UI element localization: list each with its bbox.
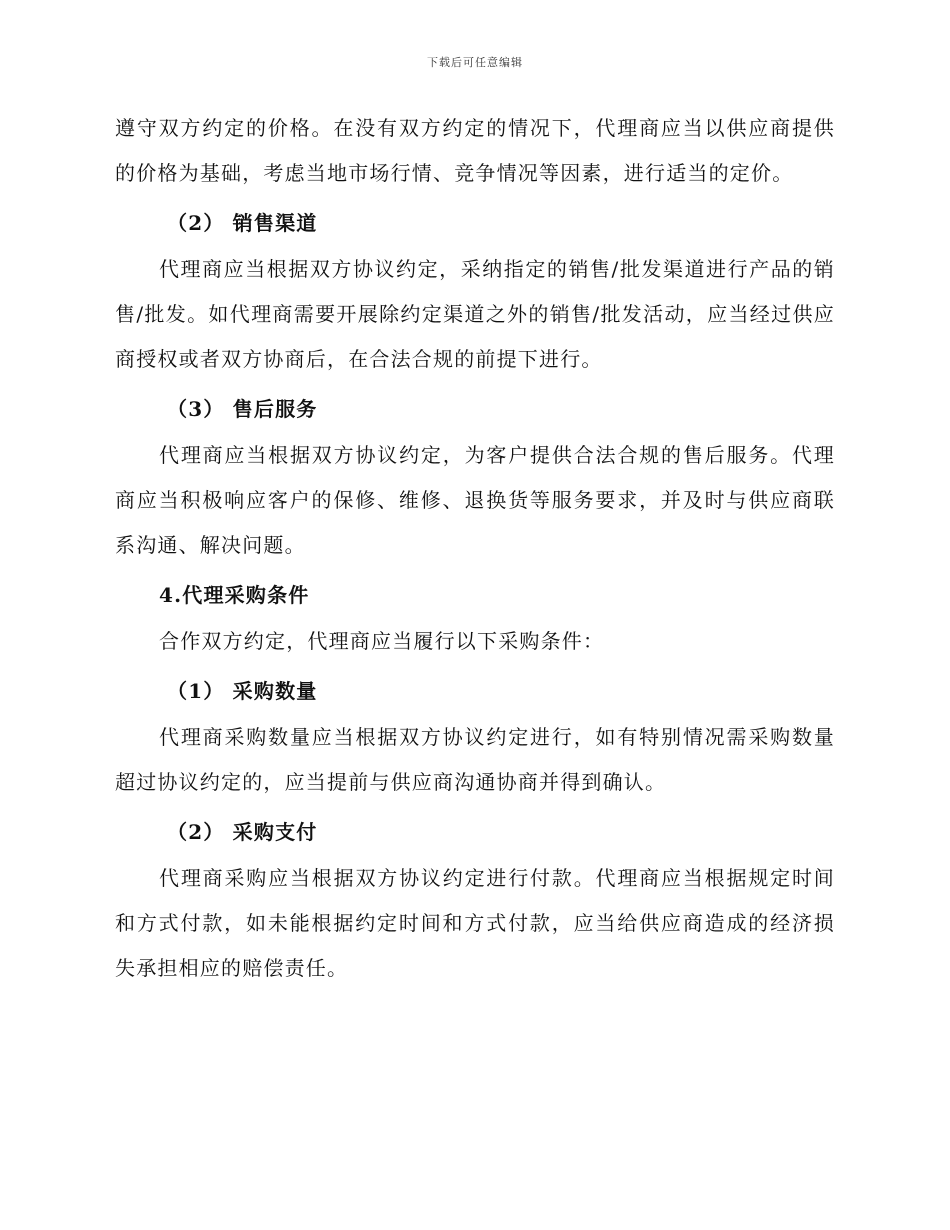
paragraph-intro: 遵守双方约定的价格。在没有双方约定的情况下，代理商应当以供应商提供的价格为基础，考虑当地市场行情、竞争情况等因素，进行适当的定价。 <box>115 116 835 185</box>
heading-sales-channel: （2） 销售渠道 <box>167 211 318 235</box>
paragraph-purchase-payment: 代理商采购应当根据双方协议约定进行付款。代理商应当根据规定时间和方式付款，如未能根据约定时间和方式付款，应当给供应商造成的经济损失承担相应的赔偿责任。 <box>115 866 835 980</box>
heading-after-sales: （3） 售后服务 <box>167 397 318 421</box>
heading-section-4: 4.代理采购条件 <box>159 583 310 607</box>
paragraph-sales-channel: 代理商应当根据双方协议约定，采纳指定的销售/批发渠道进行产品的销售/批发。如代理商需要开展除约定渠道之外的销售/批发活动，应当经过供应商授权或者双方协商后，在合法合规的前提下进行。 <box>115 257 835 371</box>
heading-purchase-quantity: （1） 采购数量 <box>167 679 318 703</box>
page-header: 下载后可任意编辑 <box>427 56 523 69</box>
heading-purchase-payment: （2） 采购支付 <box>167 820 318 844</box>
paragraph-purchase-quantity: 代理商采购数量应当根据双方协议约定进行，如有特别情况需采购数量超过协议约定的，应当提前与供应商沟通协商并得到确认。 <box>115 725 835 794</box>
document-body <box>115 106 835 991</box>
paragraph-section-4: 合作双方约定，代理商应当履行以下采购条件： <box>159 629 605 653</box>
paragraph-after-sales: 代理商应当根据双方协议约定，为客户提供合法合规的售后服务。代理商应当积极响应客户的保修、维修、退换货等服务要求，并及时与供应商联系沟通、解决问题。 <box>115 443 835 557</box>
